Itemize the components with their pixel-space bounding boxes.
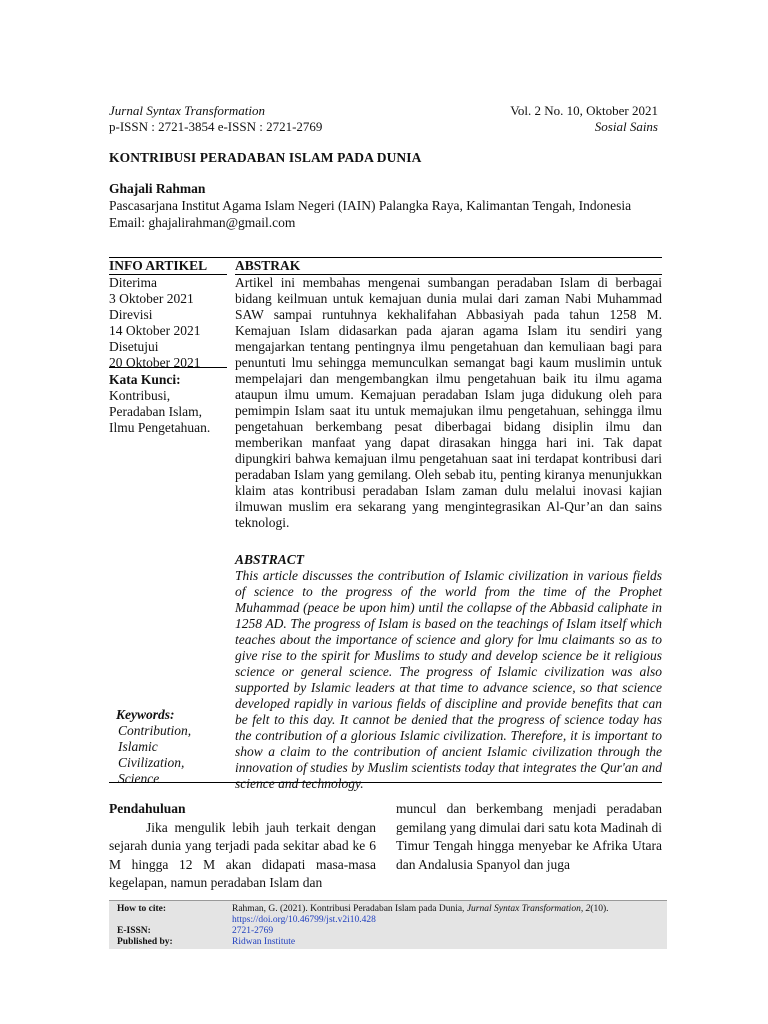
keyword-item: Peradaban Islam, [109,404,202,419]
keyword-en-item: Contribution, [118,723,192,738]
abstrak-heading: ABSTRAK [235,258,301,273]
author-affiliation: Pascasarjana Institut Agama Islam Negeri (IAIN) Palangka Raya, Kalimantan Tengah, Indonesia [109,198,632,213]
eissn-value: 2721-2769 [232,926,274,936]
keywords-en-label: Keywords: [116,707,175,722]
author-email: Email: ghajalirahman@gmail.com [109,215,296,230]
abstract-column [235,258,662,792]
article-title: KONTRIBUSI PERADABAN ISLAM PADA DUNIA [109,150,422,165]
published-by-label: Published by: [117,937,173,947]
article-info [109,258,227,436]
revised-date: 14 Oktober 2021 [109,323,201,338]
how-to-cite-text [232,904,662,915]
revised-label: Direvisi [109,307,153,322]
how-to-cite-label: How to cite: [117,904,167,914]
citation-issue: (10). [590,904,609,914]
keyword-item: Kontribusi, [109,388,171,403]
intro-heading: Pendahuluan [109,801,186,816]
eissn-label: E-ISSN: [117,926,151,936]
keyword-en-item: Islamic [118,739,158,754]
intro-left-column [109,800,376,893]
abstrak-text: Artikel ini membahas mengenai sumbangan peradaban Islam di berbagai bidang keilmuan untuk kemajuan dunia mulai dari zaman Nabi Muhammad SAW sampai runtuhnya kekhalifahan Abbasiyah pada tahun 1258 M. Kemajuan Islam didasarkan pada ajaran agama Islam itu sendiri yang mengajarkan tentang pentingnya ilmu pengetahuan dan kemuliaan bagi para penuntuti lmu sehingga memunculkan semangat bagi kaum muslimin untuk mempelajari dan mengembangkan ilmu pengetahuan baik itu ilmu agama ataupun ilmu umum. Kemajuan peradaban Islam juga didukung oleh para pemimpin Islam saat itu untuk memajukan ilmu pengetahuan, sehingga ilmu pengetahuan berkembang pesat diberbagai bidang disiplin ilmu dan memberikan manfaat yang dapat dirasakan hingga hari ini. Tak dapat dipungkiri bahwa kemajuan ilmu pengetahuan saat ini terdapat kontribusi dari peradaban Islam yang gemilang. Oleh sebab itu, penting kiranya menunjukkan klaim atas kontribusi peradaban Islam zaman dulu melalui inovasi kajian ilmuwan muslim era sekarang yang mengintegrasikan Al-Qur’an dan sains teknologi. [235,275,662,530]
journal-section: Sosial Sains [594,119,658,134]
intro-right-column [396,800,662,874]
doi-link[interactable]: https://doi.org/10.46799/jst.v2i10.428 [232,915,376,925]
keyword-item: Ilmu Pengetahuan. [109,420,211,435]
intro-right-text: muncul dan berkembang menjadi peradaban gemilang yang dimulai dari satu kota Madinah di Timur Tengah hingga menyebar ke Afrika Utara dan Andalusia Spanyol dan juga [396,801,662,872]
received-date: 3 Oktober 2021 [109,291,194,306]
received-label: Diterima [109,275,157,290]
journal-issn: p-ISSN : 2721-3854 e-ISSN : 2721-2769 [109,119,323,134]
keyword-en-item: Science [118,771,160,786]
accepted-date: 20 Oktober 2021 [109,355,201,370]
publisher-link[interactable]: Ridwan Institute [232,937,296,947]
author-block [109,180,659,231]
journal-volume: Vol. 2 No. 10, Oktober 2021 [510,103,658,118]
abstract-text: This article discusses the contribution of Islamic civilization in various fields of science to the progress of the world from the time of the Prophet Muhammad (peace be upon him) until the collapse of the Abbasid caliphate in 1258 AD. The progress of Islam is based on the teachings of Islam itself which teaches about the importance of science and glory for lmu claimants so as to give rise to the spirit for Muslims to study and develop science be it religious science or general science. The progress of Islamic civilization was also supported by Islamic leaders at that time to advance science, so that science developed rapidly in various fields of discipline and provide benefits that can be felt to this day. It cannot be denied that the progress of science today has the contribution of a glorious Islamic civilization. Therefore, it is important to show a claim to the contribution of ancient Islamic civilization through the innovation of studies by Muslim scientists today that integrates the Qur'an and science and technology. [235,568,662,791]
citation-text: Rahman, G. (2021). Kontribusi Peradaban Islam pada Dunia, [232,904,467,914]
journal-name: Jurnal Syntax Transformation [109,103,266,118]
intro-left-text: Jika mengulik lebih jauh terkait dengan sejarah dunia yang terjadi pada sekitar abad ke 6 M hingga 12 M akan didapati masa-masa kegelapan, namun peradaban Islam dan [109,819,376,890]
keyword-en-item: Civilization, [118,755,185,770]
citation-box [109,900,667,949]
accepted-label: Disetujui [109,339,159,354]
author-name: Ghajali Rahman [109,181,206,196]
abstract-heading: ABSTRACT [235,552,305,567]
citation-journal: Jurnal Syntax Transformation, 2 [466,904,591,914]
keywords-label: Kata Kunci: [109,372,181,387]
info-heading: INFO ARTIKEL [109,258,208,273]
keywords-en [116,707,226,787]
